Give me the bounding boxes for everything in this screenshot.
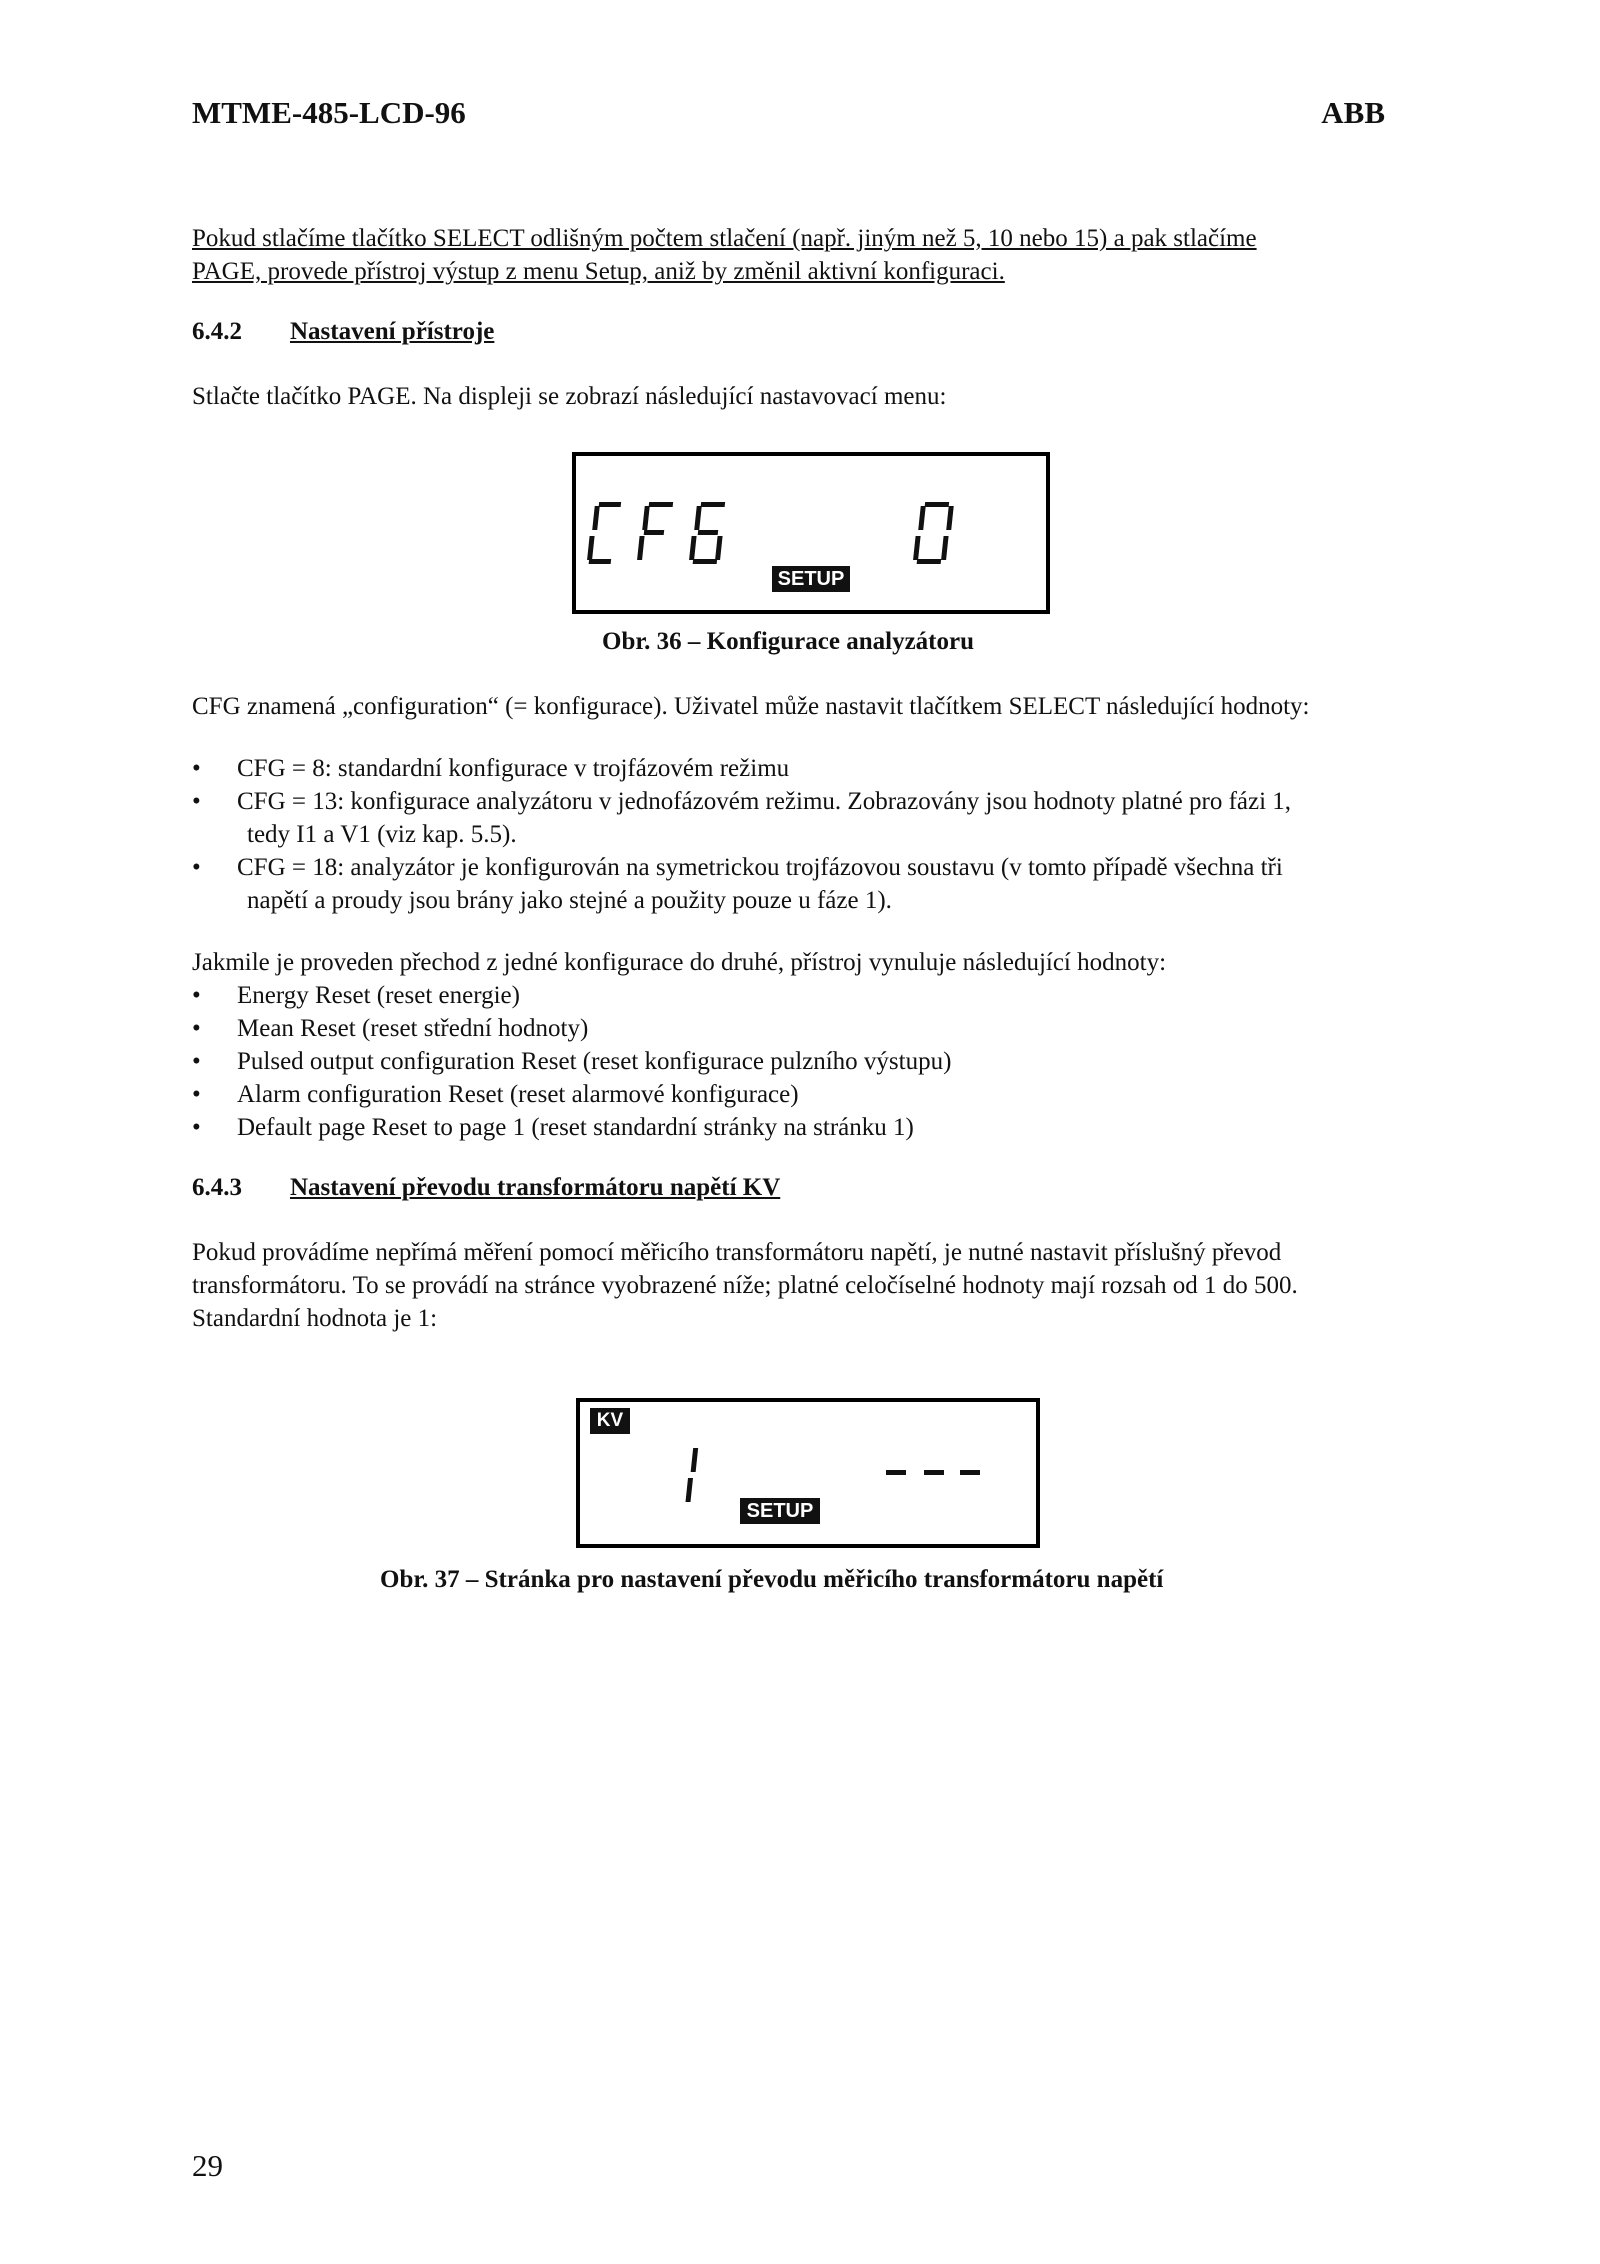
list-item [192, 851, 1412, 917]
kv-text-line-3: Standardní hodnota je 1: [192, 1305, 438, 1332]
list-item: • Default page Reset to page 1 (reset standardní stránky na stránku 1) [192, 1111, 1412, 1144]
lcd-digit-1 [685, 1448, 698, 1502]
kv-text-line-2: transformátoru. To se provádí na stránce vyobrazené níže; platné celočíselné hodnoty mají rozsah od 1 do 500. [192, 1272, 1298, 1299]
cfg-description: CFG znamená „configuration“ (= konfigurace). Uživatel může nastavit tlačítkem SELECT následující hodnoty: [192, 693, 1310, 720]
cfg-option-13: CFG = 13: konfigurace analyzátoru v jednofázovém režimu. Zobrazovány jsou hodnoty platné pro fázi 1, [237, 788, 1292, 815]
cfg-option-18-continued: napětí a proudy jsou brány jako stejné a použity pouze u fáze 1). [247, 887, 892, 914]
cfg-option-13-continued: tedy I1 a V1 (viz kap. 5.5). [247, 821, 517, 848]
reset-intro: Jakmile je proveden přechod z jedné konfigurace do druhé, přístroj vynuluje následující hodnoty: [192, 949, 1167, 976]
section-title: Nastavení převodu transformátoru napětí KV [290, 1174, 781, 1201]
section-heading-6-4-3 [192, 1174, 780, 1202]
section-6-4-2-text: Stlačte tlačítko PAGE. Na displeji se zobrazí následující nastavovací menu: [192, 383, 947, 410]
cfg-option-8: CFG = 8: standardní konfigurace v trojfázovém režimu [237, 755, 790, 782]
intro-line-2: PAGE, provede přístroj výstup z menu Setup, aniž by změnil aktivní konfiguraci. [192, 258, 1005, 285]
figure-37-caption: Obr. 37 – Stránka pro nastavení převodu měřicího transformátoru napětí [380, 1566, 1164, 1593]
section-number: 6.4.2 [192, 318, 242, 345]
cfg-option-18: CFG = 18: analyzátor je konfigurován na symetrickou trojfázovou soustavu (v tomto případě všechna tři [237, 854, 1283, 881]
setup-badge: SETUP [772, 566, 850, 592]
section-heading-6-4-2 [192, 318, 494, 346]
section-title: Nastavení přístroje [290, 318, 495, 345]
brand-name: ABB [1321, 95, 1385, 130]
page-number: 29 [192, 2148, 223, 2183]
list-item [192, 752, 1412, 785]
list-item: • Energy Reset (reset energie) [192, 979, 1412, 1012]
cfg-options-list [192, 752, 1412, 917]
lcd-digit-g [689, 502, 725, 564]
kv-badge: KV [590, 1408, 630, 1434]
reset-list [192, 979, 1412, 1144]
kv-text-line-1: Pokud provádíme nepřímá měření pomocí měřicího transformátoru napětí, je nutné nastavit příslušný převod [192, 1239, 1282, 1266]
section-number: 6.4.3 [192, 1174, 242, 1201]
list-item: • Pulsed output configuration Reset (reset konfigurace pulzního výstupu) [192, 1045, 1412, 1078]
section-6-4-3-text [192, 1236, 1412, 1335]
list-item: • Alarm configuration Reset (reset alarmové konfigurace) [192, 1078, 1412, 1111]
document-id: MTME-485-LCD-96 [192, 95, 466, 130]
list-item: • Mean Reset (reset střední hodnoty) [192, 1012, 1412, 1045]
lcd-display-cfg [572, 452, 1050, 614]
list-item [192, 785, 1412, 851]
lcd-digit-f [637, 502, 673, 560]
lcd-digit-0 [913, 502, 954, 564]
lcd-digit-c [587, 502, 621, 564]
figure-36-caption: Obr. 36 – Konfigurace analyzátoru [602, 628, 974, 655]
intro-line-1: Pokud stlačíme tlačítko SELECT odlišným počtem stlačení (např. jiným než 5, 10 nebo 15) a pak stlačíme [192, 225, 1257, 252]
lcd-dashes [886, 1470, 980, 1475]
setup-badge: SETUP [740, 1498, 820, 1524]
intro-paragraph [192, 222, 1412, 288]
lcd-display-kv [576, 1398, 1040, 1548]
